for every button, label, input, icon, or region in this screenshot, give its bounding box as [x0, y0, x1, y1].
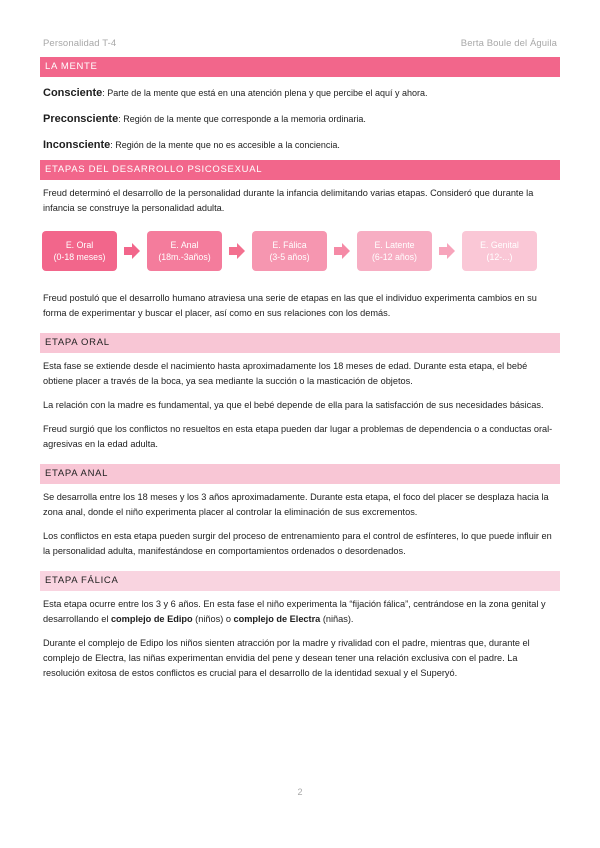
stage-name: E. Fálica	[272, 240, 307, 250]
stages-flow-diagram	[42, 230, 560, 272]
falica-paragraph-1	[40, 597, 560, 627]
term-definition: : Región de la mente que corresponde a la memoria ordinaria.	[118, 114, 366, 124]
stage-name: E. Anal	[170, 240, 199, 250]
text-run: Esta etapa ocurre entre los 3 y 6 años. En esta fase el niño experimenta la “fijación fálica”, centrándose en la zona genital y desarrollando el	[43, 599, 546, 624]
arrow-right-icon	[327, 230, 357, 272]
stage-name: E. Oral	[65, 240, 94, 250]
oral-paragraph-3: Freud surgió que los conflictos no resueltos en esta etapa pueden dar lugar a problemas de dependencia o a conductas oral-agresivas en la edad adulta.	[43, 424, 553, 449]
page-content	[40, 57, 560, 681]
oral-paragraph-2: La relación con la madre es fundamental, ya que el bebé depende de ella para la satisfacción de sus necesidades básicas.	[43, 400, 544, 410]
term-definition: : Parte de la mente que está en una atención plena y que percibe el aquí y ahora.	[102, 88, 428, 98]
term-label: Inconsciente	[43, 139, 111, 151]
page-header	[43, 38, 557, 49]
page-number: 2	[297, 787, 303, 797]
term-definition: : Región de la mente que no es accesible a la conciencia.	[110, 140, 340, 150]
header-author: Berta Boule del Águila	[460, 38, 557, 49]
stage-range: (18m.-3años)	[158, 252, 211, 262]
stage-range: (3-5 años)	[269, 252, 310, 262]
term-preconsciente	[40, 111, 560, 127]
term-complejo-edipo: complejo de Edipo	[110, 614, 193, 624]
stage-box-falica	[252, 231, 327, 271]
stage-range: (0-18 meses)	[53, 252, 106, 262]
term-label: Preconsciente	[43, 113, 119, 125]
section-header-etapa-anal: ETAPA ANAL	[40, 464, 560, 484]
term-label: Consciente	[43, 87, 103, 99]
etapas-intro: Freud determinó el desarrollo de la personalidad durante la infancia delimitando varias etapas. Consideró que durante la infancia se construye la personalidad adulta.	[43, 188, 534, 213]
stage-range: (6-12 años)	[372, 252, 417, 262]
header-course-title: Personalidad T-4	[43, 38, 117, 49]
anal-paragraph-1: Se desarrolla entre los 18 meses y los 3 años aproximadamente. Durante esta etapa, el foco del placer se desplaza hacia la zona anal, donde el niño experimenta placer al controlar la eliminación de sus excrementos.	[43, 492, 549, 517]
term-complejo-electra: complejo de Electra	[233, 614, 321, 624]
term-inconsciente	[40, 137, 560, 153]
oral-paragraph-1: Esta fase se extiende desde el nacimiento hasta aproximadamente los 18 meses de edad. Durante esta etapa, el bebé obtiene placer a través de la boca, ya sea mediante la succión o la masticación de objetos.	[43, 361, 528, 386]
section-header-etapa-falica: ETAPA FÁLICA	[40, 571, 560, 591]
stage-box-latente	[357, 231, 432, 271]
falica-paragraph-2: Durante el complejo de Edipo los niños sienten atracción por la madre y rivalidad con el padre, mientras que, durante el complejo de Electra, las niñas experimentan envidia del pene y desean tener una relación exclusiva con el padre. La resolución exitosa de estos conflictos es crucial para el desarrollo de la identidad sexual y el Superyó.	[43, 638, 530, 678]
stage-name: E. Genital	[480, 240, 519, 250]
arrow-right-icon	[432, 230, 462, 272]
anal-paragraph-2: Los conflictos en esta etapa pueden surgir del proceso de entrenamiento para el control de esfínteres, lo que puede influir en la personalidad adulta, manifestándose en comportamientos ordenados o desordenados.	[43, 531, 552, 556]
text-run: (niños) o	[192, 614, 234, 624]
arrow-right-icon	[117, 230, 147, 272]
stage-box-oral	[42, 231, 117, 271]
stage-box-genital	[462, 231, 537, 271]
arrow-right-icon	[222, 230, 252, 272]
term-consciente	[40, 85, 560, 101]
stage-range: (12-...)	[486, 252, 513, 262]
stage-name: E. Latente	[374, 240, 415, 250]
text-run: (niñas).	[320, 614, 354, 624]
section-header-la-mente: LA MENTE	[40, 57, 560, 77]
stage-box-anal	[147, 231, 222, 271]
section-header-etapas: ETAPAS DEL DESARROLLO PSICOSEXUAL	[40, 160, 560, 180]
section-header-etapa-oral: ETAPA ORAL	[40, 333, 560, 353]
etapas-outro: Freud postuló que el desarrollo humano atraviesa una serie de etapas en las que el individuo experimenta cambios en su forma de experimentar y buscar el placer, así como en sus relaciones con los demás.	[43, 293, 537, 318]
